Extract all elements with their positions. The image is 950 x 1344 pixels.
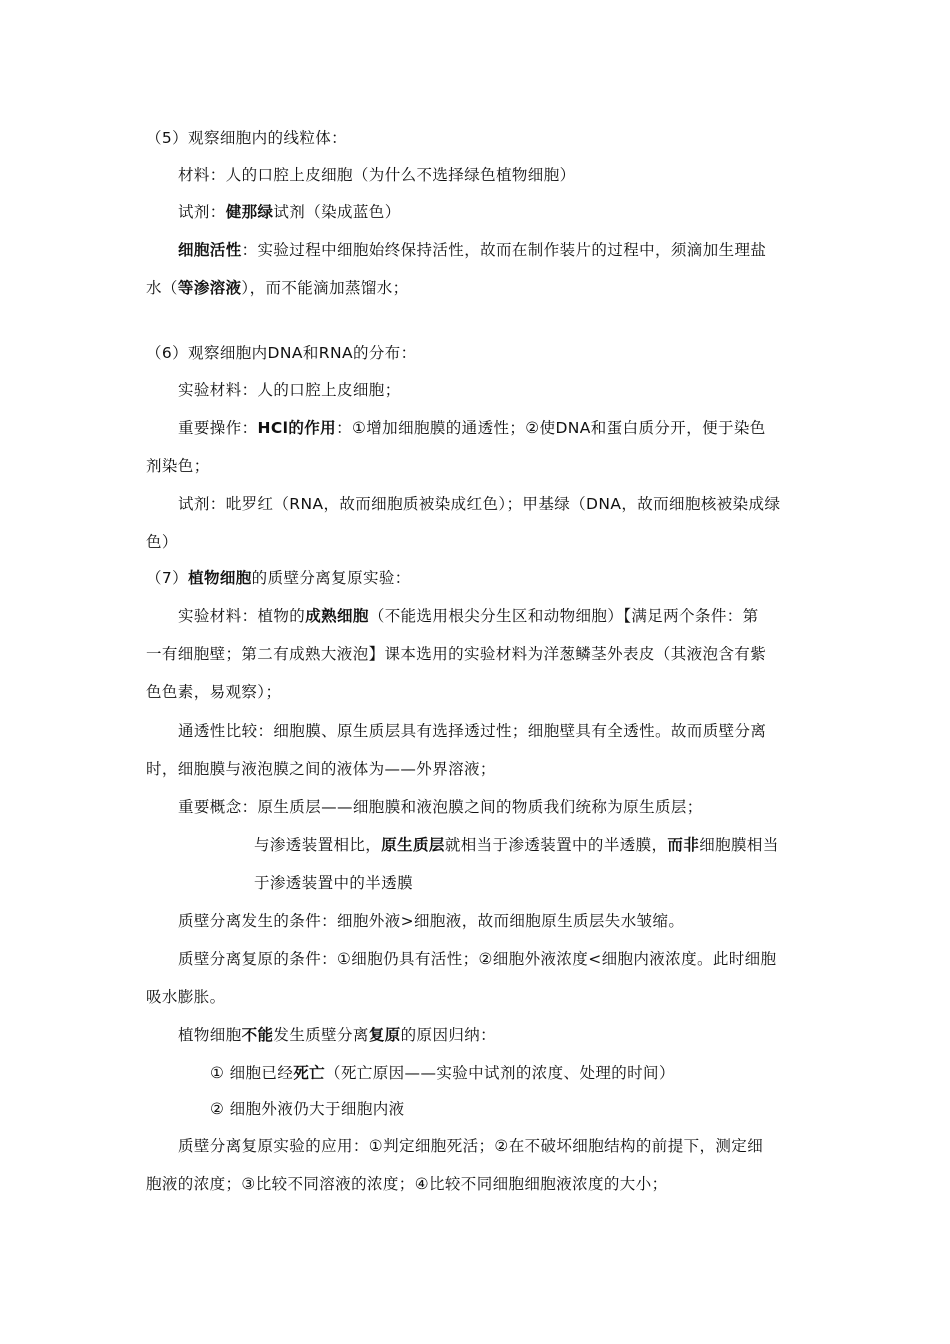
section-5-heading: （5）观察细胞内的线粒体： xyxy=(146,129,348,147)
section-6-heading: （6）观察细胞内DNA和RNA的分布： xyxy=(146,344,417,362)
section-7-reason-1: ① 细胞已经死亡（死亡原因——实验中试剂的浓度、处理的时间） xyxy=(210,1064,675,1082)
section-7-application: 质壁分离复原实验的应用：①判定细胞死活；②在不破坏细胞结构的前提下，测定细 xyxy=(178,1137,764,1155)
section-7-recovery-condition: 质壁分离复原的条件：①细胞仍具有活性；②细胞外液浓度<细胞内液浓度。此时细胞 xyxy=(178,950,777,968)
section-7-plasmolysis-condition: 质壁分离发生的条件：细胞外液>细胞液，故而细胞原生质层失水皱缩。 xyxy=(178,912,685,930)
section-7-cannot-recover: 植物细胞不能发生质壁分离复原的原因归纳： xyxy=(178,1026,497,1044)
section-7-concept: 重要概念：原生质层——细胞膜和液泡膜之间的物质我们统称为原生质层； xyxy=(178,798,703,816)
section-7-permeability: 通透性比较：细胞膜、原生质层具有选择透过性；细胞壁具有全透性。故而质壁分离 xyxy=(178,722,767,740)
section-5-reagent: 试剂：健那绿试剂（染成蓝色） xyxy=(178,203,401,221)
section-6-operation: 重要操作：HCl的作用：①增加细胞膜的通透性；②使DNA和蛋白质分开，便于染色 xyxy=(178,419,766,437)
section-6-operation-cont: 剂染色； xyxy=(146,457,210,475)
section-5-material: 材料：人的口腔上皮细胞（为什么不选择绿色植物细胞） xyxy=(178,166,576,184)
section-7-heading: （7）植物细胞的质壁分离复原实验： xyxy=(146,569,411,587)
section-7-concept-detail: 与渗透装置相比，原生质层就相当于渗透装置中的半透膜，而非细胞膜相当 xyxy=(254,836,779,854)
section-5-activity-cont: 水（等渗溶液），而不能滴加蒸馏水； xyxy=(146,279,409,297)
section-7-recovery-condition-cont: 吸水膨胀。 xyxy=(146,988,226,1006)
section-6-material: 实验材料：人的口腔上皮细胞； xyxy=(178,381,401,399)
section-7-reason-2: ② 细胞外液仍大于细胞内液 xyxy=(210,1100,405,1118)
section-7-application-cont: 胞液的浓度；③比较不同溶液的浓度；④比较不同细胞细胞液浓度的大小； xyxy=(146,1175,668,1193)
section-6-reagent: 试剂：吡罗红（RNA，故而细胞质被染成红色）；甲基绿（DNA，故而细胞核被染成绿 xyxy=(178,495,781,513)
section-6-reagent-cont: 色） xyxy=(146,533,178,551)
section-7-concept-detail-cont: 于渗透装置中的半透膜 xyxy=(254,874,414,892)
section-7-material-cont2: 色色素，易观察）； xyxy=(146,683,282,701)
section-7-material-cont: 一有细胞壁；第二有成熟大液泡】课本选用的实验材料为洋葱鳞茎外表皮（其液泡含有紫 xyxy=(146,645,767,663)
section-7-permeability-cont: 时，细胞膜与液泡膜之间的液体为——外界溶液； xyxy=(146,760,496,778)
section-7-material: 实验材料：植物的成熟细胞（不能选用根尖分生区和动物细胞）【满足两个条件：第 xyxy=(178,607,759,625)
section-5-activity: 细胞活性：实验过程中细胞始终保持活性，故而在制作装片的过程中，须滴加生理盐 xyxy=(178,241,767,259)
